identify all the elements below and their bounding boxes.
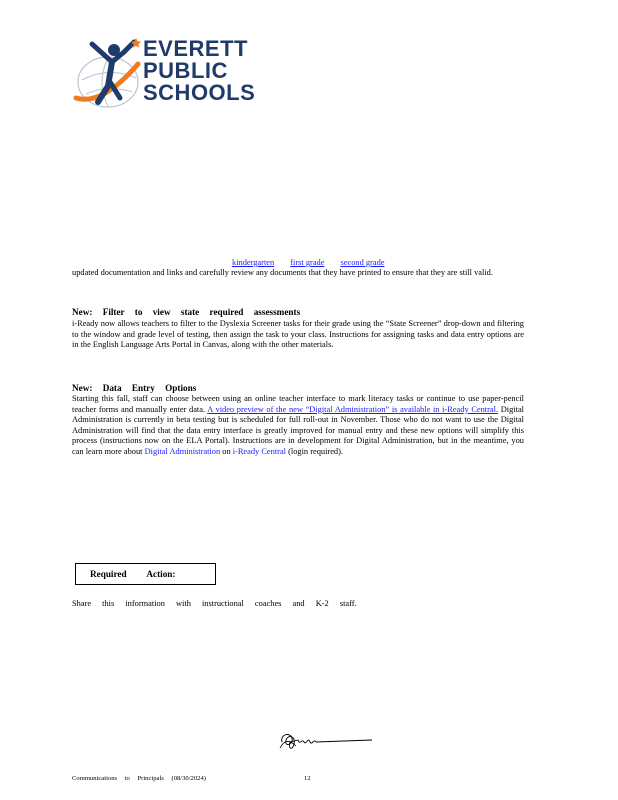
data-entry-text-2: Digital Administration is currently in beta testing but is scheduled for full roll-out in November. Those who do not want to use the Digital Administration will find that the data entry interface is greatly improved for manual entry and these new options will simplify this process (instructions now on the ELA Portal). Instructions are in development for Digital Administration, but in the meantime, you can learn more about bbox=[72, 404, 524, 456]
grade-links bbox=[232, 258, 399, 267]
intro-text: updated documentation and links and carefully review any documents that they have printed to ensure that they are still valid. bbox=[72, 268, 493, 277]
filter-paragraph bbox=[72, 319, 524, 351]
required-action-box: Required Action: bbox=[75, 563, 216, 585]
section-heading-data-entry: New: Data Entry Options bbox=[72, 383, 197, 393]
signature-icon bbox=[276, 728, 376, 754]
logo-line: EVERETT bbox=[143, 36, 248, 61]
required-action-text: Share this information with instructional coaches and K-2 staff. bbox=[72, 599, 357, 608]
globe-figure-icon bbox=[76, 38, 141, 107]
data-entry-text-1: Starting this fall, staff can choose between using an online teacher interface to mark literacy tasks or continue to use paper-pencil teacher forms and manually enter data. bbox=[72, 394, 524, 414]
digital-administration-link[interactable]: Digital Administration bbox=[144, 446, 221, 456]
section-heading-filter: New: Filter to view state required assessments bbox=[72, 307, 301, 317]
data-entry-text-end: (login required). bbox=[288, 446, 343, 456]
intro-paragraph bbox=[72, 268, 524, 279]
logo-wordmark bbox=[143, 38, 255, 104]
page-number: 12 bbox=[304, 775, 311, 782]
footer-left: Communications to Principals (08/30/2024) bbox=[72, 775, 206, 782]
data-entry-paragraph bbox=[72, 394, 524, 458]
logo-line: SCHOOLS bbox=[143, 80, 256, 105]
video-preview-link[interactable]: A video preview of the new “Digital Administration” is available in i-Ready Central. bbox=[207, 404, 499, 414]
first-grade-link[interactable]: first grade bbox=[290, 258, 325, 267]
data-entry-text-on: on bbox=[222, 446, 231, 456]
second-grade-link[interactable]: second grade bbox=[340, 258, 385, 267]
footer bbox=[72, 775, 311, 782]
filter-text: i-Ready now allows teachers to filter to the Dyslexia Screener tasks for their grade using the “State Screener” drop-down and filtering to the window and grade level of testing, then assign the task to your class. Instructions for assigning tasks and data entry options are in the English Language Arts Portal in Canvas, along with the other materials. bbox=[72, 319, 524, 350]
iready-central-link[interactable]: i-Ready Central bbox=[232, 446, 286, 456]
logo-line: PUBLIC bbox=[143, 58, 228, 83]
kindergarten-link[interactable]: kindergarten bbox=[232, 258, 275, 267]
